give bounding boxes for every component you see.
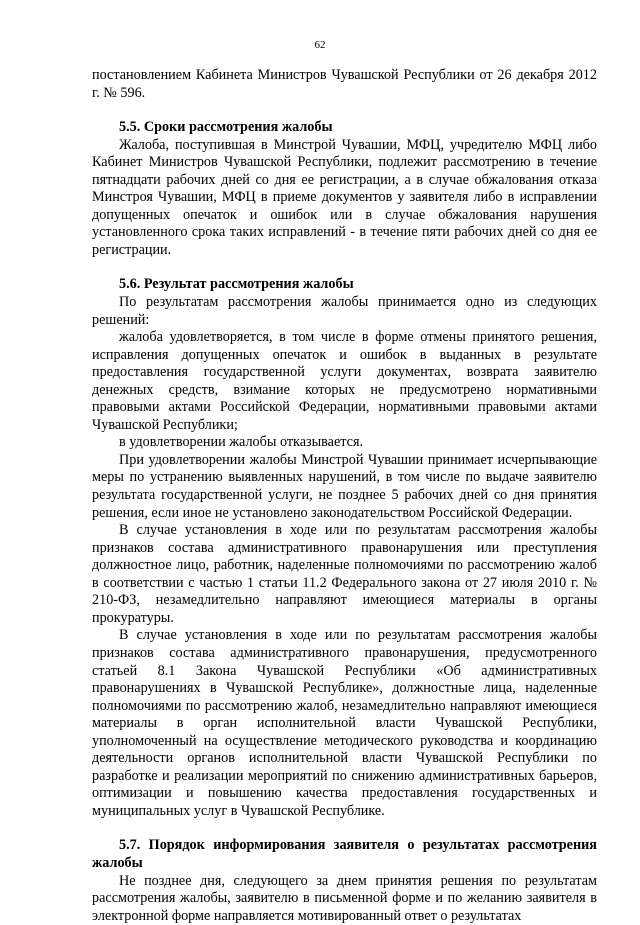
paragraph-decision-options: По результатам рассмотрения жалобы принимается одно из следующих решений:: [92, 294, 597, 328]
paragraph-complaint-rejected: в удовлетворении жалобы отказывается.: [119, 434, 364, 451]
paragraph-administrative-offense: В случае установления в ходе или по результатам рассмотрения жалобы признаков состава административного правонарушения, предусмотренного статьей 8.1 Закона Чувашской Республики «Об административных правонарушениях в Чувашской Республике», должностные лица, наделенные полномочиями по рассмотрению жалоб, незамедлительно направляют имеющиеся материалы в орган исполнительной власти Чувашской Республики, уполномоченный на осуществление методического руководства и координацию деятельности органов исполнительной власти Чувашской Республики по разработке и реализации мероприятий по снижению административных барьеров, оптимизации и повышению качества предоставления государственных и муниципальных услуг в Чувашской Республике.: [92, 627, 597, 819]
document-body: [92, 67, 597, 925]
spacer: [92, 102, 597, 119]
paragraph-decree-reference: постановлением Кабинета Министров Чувашской Республики от 26 декабря 2012 г. № 596.: [92, 67, 597, 101]
paragraph-complaint-satisfied: жалоба удовлетворяется, в том числе в форме отмены принятого решения, исправления допущенных опечаток и ошибок в выданных в результате предоставления государственной услуги документах, возврата заявителю денежных средств, взимание которых не предусмотрено нормативными правовыми актами Российской Федерации, нормативными правовыми актами Чувашской Республики;: [92, 329, 597, 433]
page-number: 62: [314, 39, 326, 51]
section-heading-5-6: 5.6. Результат рассмотрения жалобы: [119, 276, 354, 293]
section-heading-5-7: 5.7. Порядок информирования заявителя о результатах рассмотрения жалобы: [92, 837, 597, 871]
spacer: [92, 820, 597, 837]
spacer: [92, 259, 597, 276]
paragraph-remedy-measures: При удовлетворении жалобы Минстрой Чувашии принимает исчерпывающие меры по устранению выявленных нарушений, в том числе по выдаче заявителю результата государственной услуги, не позднее 5 рабочих дней со дня принятия решения, если иное не установлено законодательством Российской Федерации.: [92, 451, 597, 521]
paragraph-review-period: Жалоба, поступившая в Минстрой Чувашии, МФЦ, учредителю МФЦ либо Кабинет Министров Чувашской Республики, подлежит рассмотрению в течение пятнадцати рабочих дней со дня ее регистрации, а в случае обжалования отказа Минстроя Чувашии, МФЦ в приеме документов у заявителя либо в исправлении допущенных опечаток и ошибок или в случае обжалования нарушения установленного срока таких исправлений - в течение пяти рабочих дней со дня ее регистрации.: [92, 136, 597, 258]
paragraph-prosecution-referral: В случае установления в ходе или по результатам рассмотрения жалобы признаков состава административного правонарушения или преступления должностное лицо, работник, наделенные полномочиями по рассмотрению жалоб в соответствии с частью 1 статьи 11.2 Федерального закона от 27 июля 2010 г. № 210-ФЗ, незамедлительно направляют имеющиеся материалы в органы прокуратуры.: [92, 522, 597, 626]
section-heading-5-5: 5.5. Сроки рассмотрения жалобы: [119, 119, 333, 136]
paragraph-notification: Не позднее дня, следующего за днем принятия решения по результатам рассмотрения жалобы, заявителю в письменной форме и по желанию заявителя в электронной форме направляется мотивированный ответ о результатах: [92, 872, 597, 924]
